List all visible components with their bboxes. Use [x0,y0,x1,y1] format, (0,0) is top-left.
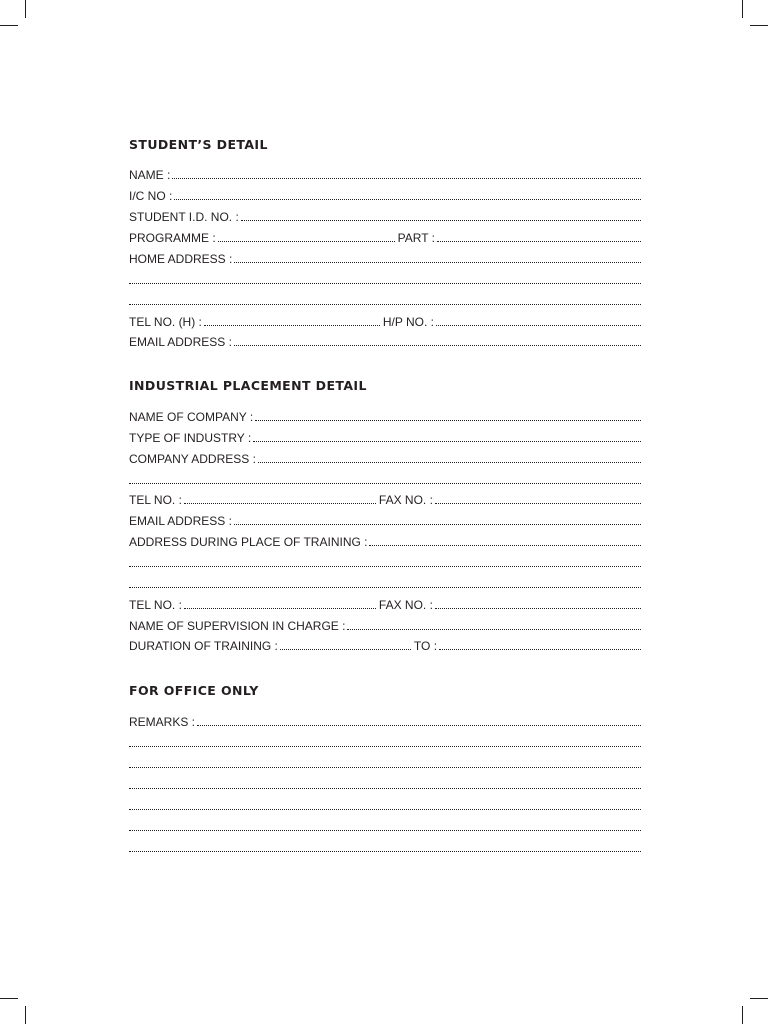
fill-line[interactable] [369,544,641,546]
fill-line[interactable] [234,261,641,263]
home-address-line-3[interactable] [129,292,641,308]
tel-fax-field-2[interactable] [129,596,641,612]
student-id-field[interactable] [129,208,641,224]
part-label: PART : [397,231,436,245]
student-id-label: STUDENT I.D. NO. : [129,210,239,224]
fill-line[interactable] [234,344,641,346]
crop-mark [25,1006,26,1024]
tel-no-label-2: TEL NO. : [129,598,182,612]
crop-mark [742,0,743,18]
fill-line[interactable] [435,607,641,609]
fill-line[interactable] [129,808,641,810]
crop-mark [750,25,768,26]
company-name-label: NAME OF COMPANY : [129,410,254,424]
fill-line[interactable] [280,648,411,650]
training-address-line-3[interactable] [129,575,641,591]
remarks-line-3[interactable] [129,755,641,771]
fill-line[interactable] [129,850,641,852]
tel-no-label: TEL NO. : [129,493,182,507]
remarks-line-7[interactable] [129,839,641,855]
fill-line[interactable] [172,177,641,179]
fill-line[interactable] [129,282,641,284]
supervisor-field[interactable] [129,617,641,633]
company-address-line-2[interactable] [129,471,641,487]
section-title-placement: INDUSTRIAL PLACEMENT DETAIL [129,378,367,393]
fill-line[interactable] [197,724,641,726]
to-label: TO : [413,639,438,653]
crop-mark [0,998,18,999]
hp-no-label: H/P NO. : [382,315,435,329]
fill-line[interactable] [129,787,641,789]
training-address-line-2[interactable] [129,554,641,570]
fill-line[interactable] [184,607,376,609]
section-title-office: FOR OFFICE ONLY [129,683,259,698]
remarks-line-4[interactable] [129,776,641,792]
fill-line[interactable] [439,648,641,650]
crop-mark [742,1006,743,1024]
fill-line[interactable] [436,324,641,326]
name-label: NAME : [129,168,171,182]
crop-mark [0,25,18,26]
fax-no-label-2: FAX NO. : [378,598,433,612]
fill-line[interactable] [435,502,641,504]
programme-label: PROGRAMME : [129,231,216,245]
company-name-field[interactable] [129,408,641,424]
fill-line[interactable] [129,482,641,484]
fill-line[interactable] [174,198,641,200]
ic-no-label: I/C NO : [129,189,173,203]
ic-no-field[interactable] [129,187,641,203]
fill-line[interactable] [204,324,380,326]
fill-line[interactable] [129,745,641,747]
remarks-line-2[interactable] [129,734,641,750]
remarks-label: REMARKS : [129,715,196,729]
remarks-field[interactable] [129,713,641,729]
fax-no-label: FAX NO. : [378,493,433,507]
fill-line[interactable] [437,240,641,242]
training-address-field[interactable] [129,533,641,549]
duration-label: DURATION OF TRAINING : [129,639,278,653]
fill-line[interactable] [241,219,641,221]
tel-home-label: TEL NO. (H) : [129,315,202,329]
industry-type-field[interactable] [129,429,641,445]
fill-line[interactable] [255,419,641,421]
section-title-student: STUDENT’S DETAIL [129,137,268,152]
crop-mark [25,0,26,18]
company-email-field[interactable] [129,512,641,528]
supervisor-label: NAME OF SUPERVISION IN CHARGE : [129,619,346,633]
fill-line[interactable] [129,766,641,768]
name-field[interactable] [129,166,641,182]
fill-line[interactable] [258,461,641,463]
remarks-line-6[interactable] [129,818,641,834]
home-address-label: HOME ADDRESS : [129,252,233,266]
email-field[interactable] [129,333,641,349]
home-address-field[interactable] [129,250,641,266]
fill-line[interactable] [129,586,641,588]
crop-mark [750,998,768,999]
programme-part-field[interactable] [129,229,641,245]
home-address-line-2[interactable] [129,271,641,287]
company-address-field[interactable] [129,450,641,466]
fill-line[interactable] [234,523,641,525]
tel-hp-field[interactable] [129,313,641,329]
training-address-label: ADDRESS DURING PLACE OF TRAINING : [129,535,368,549]
tel-fax-field[interactable] [129,491,641,507]
fill-line[interactable] [129,303,641,305]
remarks-line-5[interactable] [129,797,641,813]
fill-line[interactable] [129,565,641,567]
fill-line[interactable] [218,240,395,242]
fill-line[interactable] [253,440,641,442]
company-address-label: COMPANY ADDRESS : [129,452,256,466]
email-label: EMAIL ADDRESS : [129,335,232,349]
fill-line[interactable] [347,628,641,630]
fill-line[interactable] [184,502,376,504]
duration-field[interactable] [129,637,641,653]
fill-line[interactable] [129,829,641,831]
company-email-label: EMAIL ADDRESS : [129,514,232,528]
industry-type-label: TYPE OF INDUSTRY : [129,431,252,445]
